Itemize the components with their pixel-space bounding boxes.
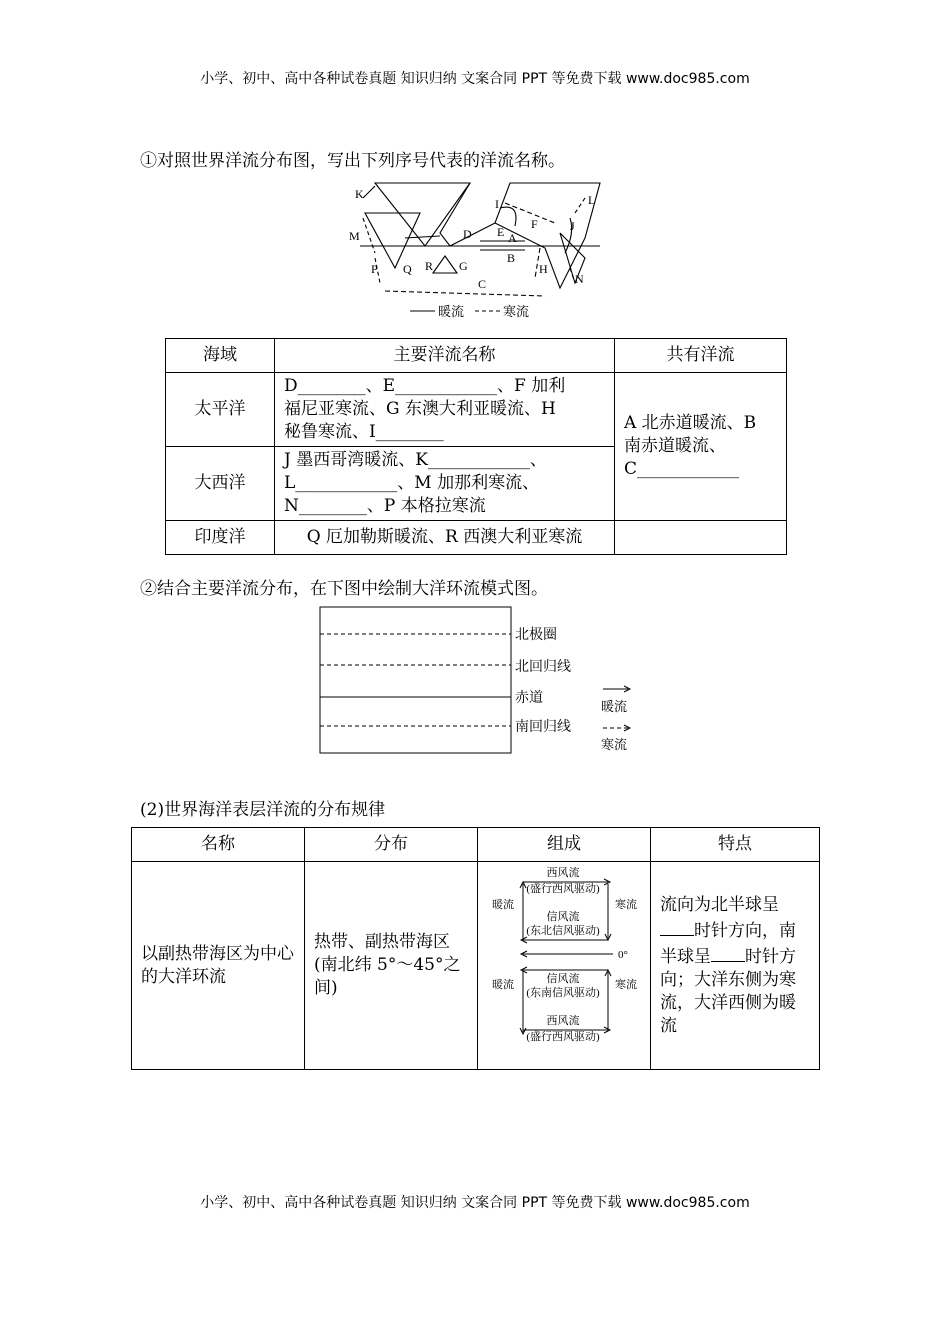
composition-cell: [478, 862, 651, 1070]
west-wind-north: 西风流: [546, 867, 580, 879]
pacific-line-3: 秘鲁寒流、I________: [284, 422, 444, 442]
current-name-table: [165, 338, 787, 555]
ocean-name: 大西洋: [166, 447, 275, 521]
shared-currents: [615, 373, 787, 521]
feature-line-4: 向；大洋东侧为寒: [660, 969, 796, 990]
west-wind-north-sub: (盛行西风驱动): [526, 883, 600, 895]
table-header: 分布: [305, 828, 478, 862]
section-2-title: (2)世界海洋表层洋流的分布规律: [140, 800, 386, 820]
map-legend-cold: 寒流: [503, 304, 530, 319]
shared-line-1: A 北赤道暖流、B: [624, 413, 757, 433]
east-side-cold-south: 寒流: [615, 979, 637, 991]
atlantic-currents: [275, 447, 615, 521]
table-header: 名称: [132, 828, 305, 862]
current-i-arrow: [500, 207, 516, 226]
arctic-circle-label: 北极圈: [515, 628, 557, 643]
map-label-g: G: [459, 259, 468, 273]
pacific-line-1: D________、E____________、F 加利: [284, 376, 566, 396]
ocean-current-map: [345, 178, 610, 323]
map-label-q: Q: [403, 262, 412, 276]
trade-wind-north: 信风流: [546, 911, 580, 923]
map-label-c: C: [478, 277, 487, 291]
table-header: 特点: [651, 828, 820, 862]
table-header: 海域: [166, 339, 275, 373]
blank-south-direction[interactable]: [711, 943, 745, 962]
feature-line-3: 半球呈 时针方: [660, 943, 810, 969]
map-label-r: R: [425, 259, 434, 273]
map-label-h: H: [539, 262, 548, 276]
tropic-cancer-label: 北回归线: [515, 660, 571, 675]
shared-line-2: 南赤道暖流、: [624, 436, 726, 456]
west-wind-south-sub: (盛行西风驱动): [526, 1031, 600, 1043]
current-l-arrow: [575, 198, 585, 213]
ocean-name: 太平洋: [166, 373, 275, 447]
map-label-a: A: [508, 231, 517, 245]
indian-currents: Q 厄加勒斯暖流、R 西澳大利亚寒流: [275, 521, 615, 555]
map-label-f: F: [531, 217, 538, 231]
feature-line-2: 时针方向，南: [660, 917, 810, 943]
west-side-warm-south: 暖流: [492, 979, 514, 991]
circulation-name: 以副热带海区为中心的大洋环流: [132, 862, 305, 1070]
empty-cell: [615, 521, 787, 555]
map-label-b: B: [507, 251, 516, 265]
atlantic-line-3: N________、P 本格拉寒流: [284, 496, 486, 516]
question-1-prompt: ①对照世界洋流分布图，写出下列序号代表的洋流名称。: [140, 151, 565, 171]
continent-south-america: [365, 213, 420, 268]
blank-north-direction[interactable]: [660, 917, 694, 936]
map-label-m: M: [349, 229, 360, 243]
page-header: 小学、初中、高中各种试卷真题 知识归纳 文案合同 PPT 等免费下载 www.doc985.com: [200, 71, 750, 87]
current-k-arrow: [363, 186, 375, 198]
current-f-arrow: [505, 203, 555, 223]
map-label-d: D: [463, 227, 472, 241]
circulation-drawing-frame: [318, 605, 638, 755]
frame-legend-cold: 寒流: [601, 737, 628, 752]
question-2-prompt: ②结合主要洋流分布，在下图中绘制大洋环流模式图。: [140, 579, 548, 599]
frame-legend-warm: 暖流: [601, 699, 628, 714]
circulation-feature: [651, 862, 820, 1070]
map-label-i: I: [495, 197, 499, 211]
west-wind-south: 西风流: [546, 1015, 580, 1027]
current-c-arrow: [385, 291, 545, 296]
pacific-line-2: 福尼亚寒流、G 东澳大利亚暖流、H: [284, 399, 556, 419]
trade-wind-south: 信风流: [546, 973, 580, 985]
atlantic-line-1: J 墨西哥湾暖流、K____________、: [284, 450, 547, 470]
feature-line-5: 流，大洋西侧为暖: [660, 992, 796, 1013]
map-legend-warm: 暖流: [438, 304, 465, 319]
continent-australia: [433, 256, 457, 273]
map-label-j: J: [570, 219, 575, 233]
shared-line-3: C____________: [624, 459, 740, 479]
ocean-name: 印度洋: [166, 521, 275, 555]
map-label-n: N: [575, 272, 584, 286]
trade-wind-south-sub: (东南信风驱动): [526, 987, 600, 999]
map-label-l: L: [588, 193, 596, 207]
feature-line-6: 流: [660, 1015, 677, 1036]
current-g-arrow: [405, 236, 440, 238]
table-header: 共有洋流: [615, 339, 787, 373]
map-label-e: E: [497, 225, 505, 239]
map-label-p: P: [371, 262, 378, 276]
equator-degree: 0°: [618, 949, 628, 961]
trade-wind-north-sub: (东北信风驱动): [526, 925, 600, 937]
page-footer: 小学、初中、高中各种试卷真题 知识归纳 文案合同 PPT 等免费下载 www.doc985.com: [200, 1195, 750, 1211]
east-side-cold-north: 寒流: [615, 899, 637, 911]
table-header: 主要洋流名称: [275, 339, 615, 373]
current-m-arrow: [363, 218, 375, 253]
map-label-k: K: [355, 187, 364, 201]
circulation-table: [131, 827, 820, 1070]
circulation-distribution: 热带、副热带海区(南北纬 5°～45°之间): [305, 862, 478, 1070]
pacific-currents: [275, 373, 615, 447]
feature-line-1: 流向为北半球呈: [660, 894, 779, 915]
west-side-warm-north: 暖流: [492, 899, 514, 911]
circulation-composition-diagram: [478, 862, 648, 1062]
equator-label: 赤道: [515, 691, 543, 706]
tropic-capricorn-label: 南回归线: [515, 720, 571, 735]
table-header: 组成: [478, 828, 651, 862]
atlantic-line-2: L____________、M 加那利寒流、: [284, 473, 540, 493]
